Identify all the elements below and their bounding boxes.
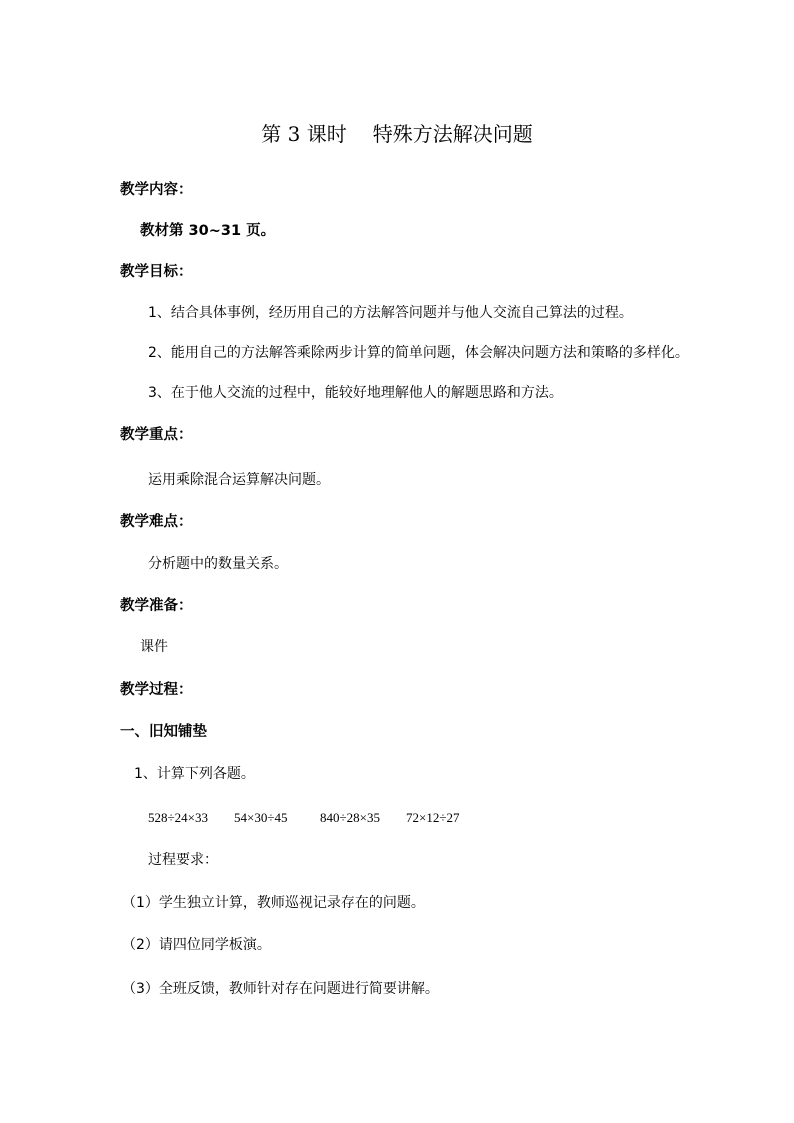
formula-3: 840÷28×35 bbox=[320, 810, 380, 825]
requirement-2: （2）请四位同学板演。 bbox=[122, 937, 271, 953]
lesson-title bbox=[0, 124, 794, 144]
difficulty-text: 分析题中的数量关系。 bbox=[148, 556, 288, 572]
formula-row bbox=[148, 811, 459, 824]
key-points-heading: 教学重点： bbox=[120, 427, 193, 443]
lesson-topic: 特殊方法解决问题 bbox=[372, 122, 533, 146]
goal-item-3: 3、在于他人交流的过程中，能较好地理解他人的解题思路和方法。 bbox=[148, 385, 563, 401]
goals-heading: 教学目标： bbox=[120, 264, 193, 280]
formula-2: 54×30÷45 bbox=[234, 810, 288, 825]
requirement-3: （3）全班反馈，教师针对存在问题进行简要讲解。 bbox=[122, 981, 439, 997]
requirement-1: （1）学生独立计算，教师巡视记录存在的问题。 bbox=[122, 895, 425, 911]
step-1-text: 1、计算下列各题。 bbox=[134, 766, 255, 782]
process-requirements-label: 过程要求： bbox=[148, 852, 218, 868]
difficulty-heading: 教学难点： bbox=[120, 514, 193, 530]
formula-4: 72×12÷27 bbox=[406, 810, 460, 825]
lesson-number: 第 3 课时 bbox=[261, 122, 347, 146]
process-heading: 教学过程： bbox=[120, 682, 193, 698]
formula-1: 528÷24×33 bbox=[148, 810, 208, 825]
goal-item-1: 1、结合具体事例，经历用自己的方法解答问题并与他人交流自己算法的过程。 bbox=[148, 305, 633, 321]
content-text: 教材第 30~31 页。 bbox=[140, 223, 276, 239]
part-1-heading: 一、旧知铺垫 bbox=[120, 724, 207, 740]
preparation-heading: 教学准备： bbox=[120, 598, 193, 614]
goal-item-2: 2、能用自己的方法解答乘除两步计算的简单问题，体会解决问题方法和策略的多样化。 bbox=[148, 345, 689, 361]
content-heading: 教学内容： bbox=[120, 182, 193, 198]
preparation-text: 课件 bbox=[140, 639, 168, 655]
key-points-text: 运用乘除混合运算解决问题。 bbox=[148, 472, 330, 488]
